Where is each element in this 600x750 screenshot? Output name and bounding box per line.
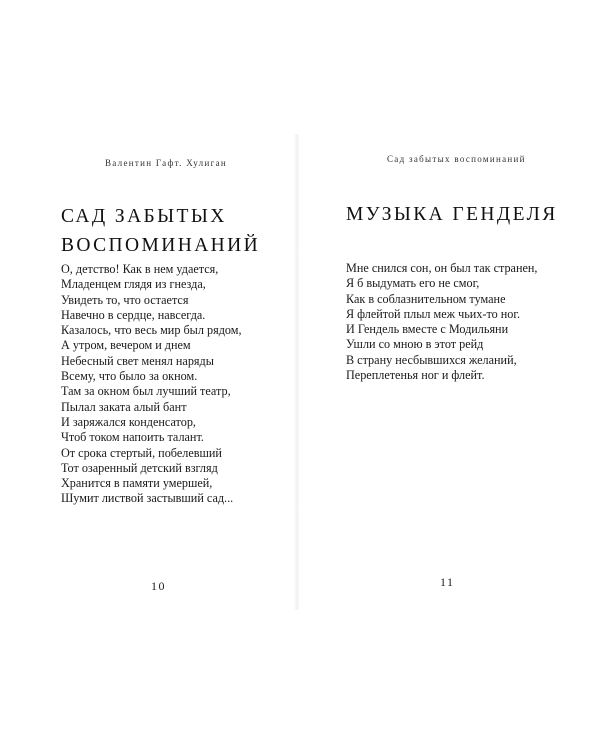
poem-line: Я б выдумать его не смог, — [346, 276, 480, 291]
poem-body — [346, 261, 537, 383]
poem-line: Там за окном был лучший театр, — [61, 384, 231, 399]
page-number: 10 — [151, 579, 166, 593]
poem-line: В страну несбывшихся желаний, — [346, 352, 517, 367]
poem-line: Увидеть то, что остается — [61, 292, 189, 307]
running-head: Сад забытых воспоминаний — [387, 154, 526, 164]
poem-line: От срока стертый, побелевший — [61, 445, 222, 460]
poem-line: О, детство! Как в нем удается, — [61, 262, 219, 276]
poem-line: Я флейтой плыл меж чьих-то ног. — [346, 306, 521, 321]
poem-line: Пылал заката алый бант — [61, 399, 187, 414]
poem-line: Хранится в памяти умершей, — [61, 476, 213, 491]
poem-title — [346, 200, 558, 229]
poem-title — [61, 202, 260, 260]
poem-line: Как в соблазнительном тумане — [346, 291, 506, 306]
title-line: ВОСПОМИНАНИЙ — [61, 235, 261, 256]
poem-line: Тот озаренный детский взгляд — [61, 460, 218, 475]
page-number: 11 — [440, 575, 455, 589]
poem-line: И Гендель вместе с Модильяни — [346, 322, 509, 337]
poem-line: А утром, вечером и днем — [61, 338, 191, 353]
title-line: МУЗЫКА ГЕНДЕЛЯ — [346, 204, 558, 225]
poem-line: Переплетенья ног и флейт. — [346, 368, 485, 383]
left-page — [24, 134, 292, 610]
running-head: Валентин Гафт. Хулиган — [105, 158, 227, 168]
right-page — [300, 134, 574, 610]
poem-line: Казалось, что весь мир был рядом, — [61, 323, 242, 338]
poem-line: Навечно в сердце, навсегда. — [61, 307, 206, 322]
poem-line: Ушли со мною в этот рейд — [346, 337, 484, 352]
title-line: САД ЗАБЫТЫХ — [61, 206, 227, 227]
poem-body — [61, 262, 242, 507]
poem-line: Мне снился сон, он был так странен, — [346, 261, 538, 275]
poem-line: Шумит листвой застывший сад... — [61, 491, 234, 506]
poem-line: Небесный свет менял наряды — [61, 353, 214, 368]
poem-line: Всему, что было за окном. — [61, 369, 198, 384]
poem-line: Младенцем глядя из гнезда, — [61, 277, 206, 292]
poem-line: И заряжался конденсатор, — [61, 414, 196, 429]
poem-line: Чтоб током напоить талант. — [61, 430, 204, 445]
